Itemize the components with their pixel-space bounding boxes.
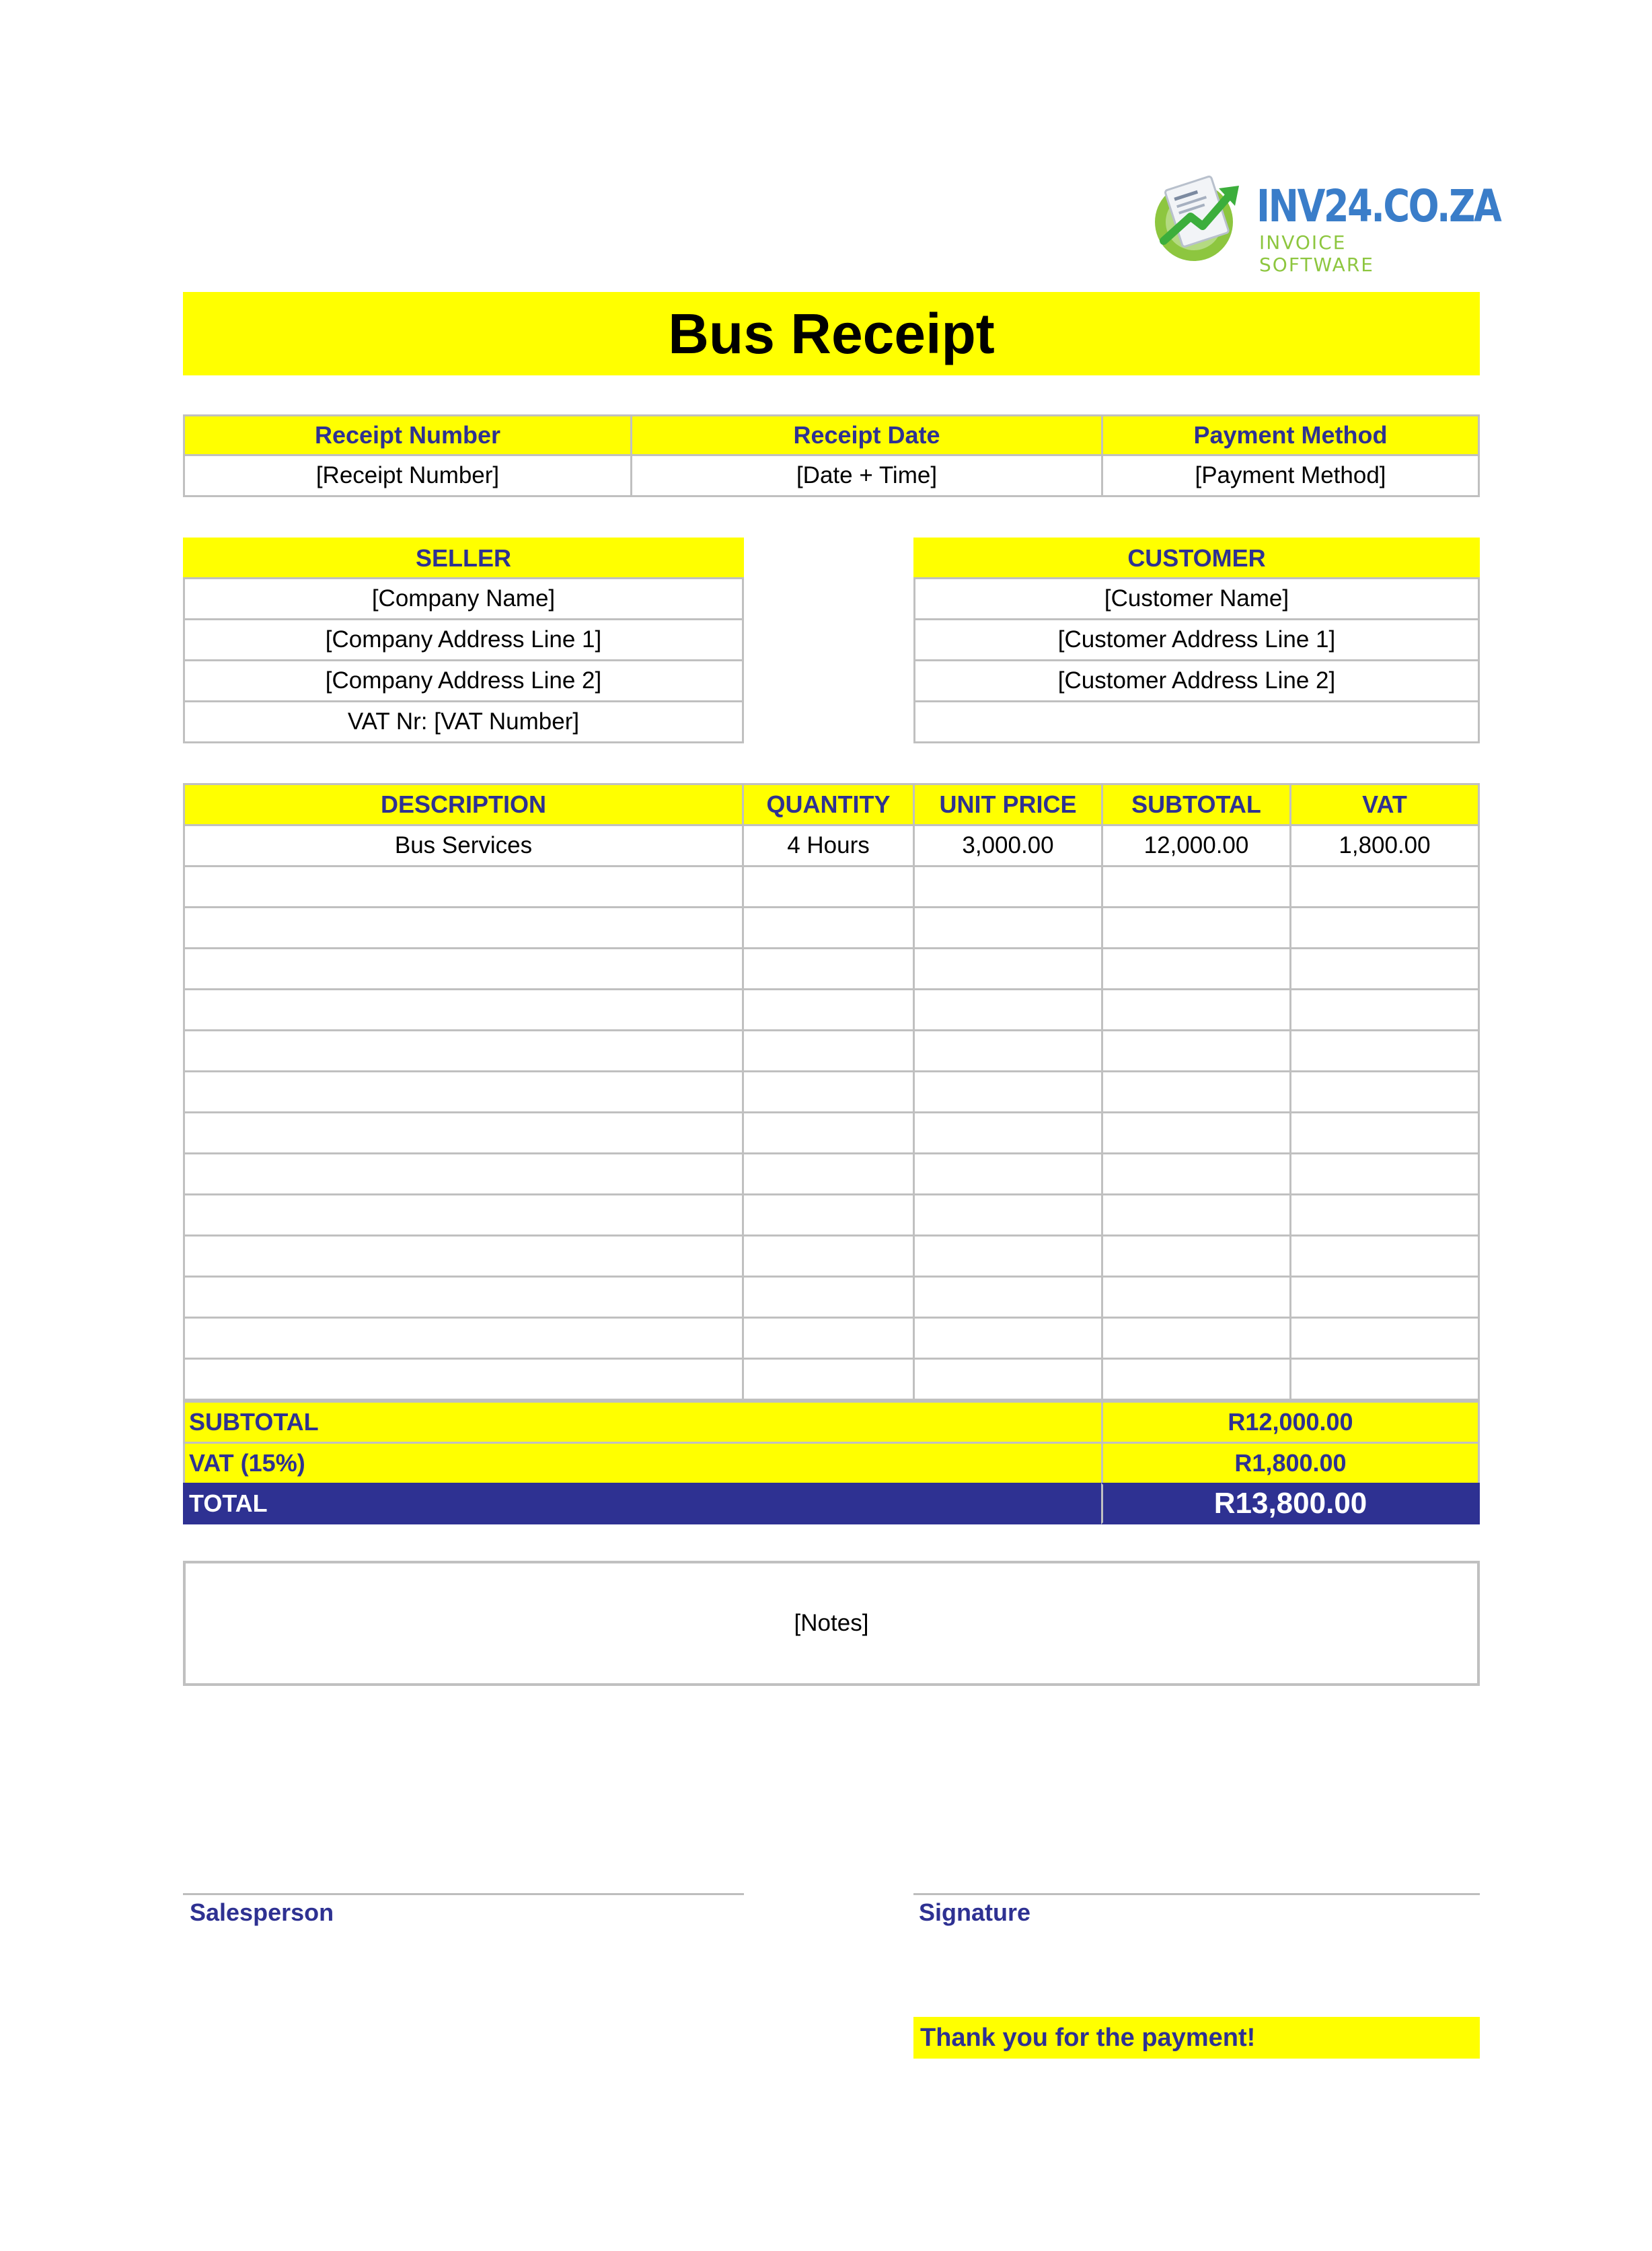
items-cell-vat [1289,1152,1480,1195]
items-cell-subtotal [1101,865,1291,908]
items-cell-vat [1289,1111,1480,1154]
items-cell-description [183,1152,744,1195]
items-cell-vat [1289,1193,1480,1237]
payment-method-header: Payment Method [1101,414,1480,456]
customer-address-line-2: [Customer Address Line 2] [913,659,1480,702]
items-cell-subtotal [1101,1111,1291,1154]
items-cell-subtotal [1101,1152,1291,1195]
customer-address-line-1: [Customer Address Line 1] [913,618,1480,661]
receipt-number-header: Receipt Number [183,414,632,456]
items-cell-vat [1289,1070,1480,1113]
items-cell-quantity [742,1029,915,1072]
notes-box: [Notes] [183,1561,1480,1686]
items-cell-quantity: 4 Hours [742,824,915,867]
salesperson-line [183,1893,744,1895]
items-cell-vat [1289,988,1480,1031]
items-cell-vat [1289,1234,1480,1278]
items-cell-vat [1289,1029,1480,1072]
items-cell-subtotal [1101,1276,1291,1319]
items-cell-description [183,906,744,949]
items-cell-subtotal [1101,1193,1291,1237]
items-cell-description [183,1111,744,1154]
items-cell-unit-price [913,988,1103,1031]
items-cell-subtotal: 12,000.00 [1101,824,1291,867]
items-cell-unit-price [913,906,1103,949]
subtotal-value: R12,000.00 [1101,1401,1480,1444]
seller-vat-number: VAT Nr: [VAT Number] [183,700,744,743]
receipt-number-value: [Receipt Number] [183,454,632,497]
salesperson-label: Salesperson [190,1898,334,1926]
seller-address-line-1: [Company Address Line 1] [183,618,744,661]
page-title: Bus Receipt [183,292,1480,375]
items-cell-unit-price [913,1152,1103,1195]
items-cell-quantity [742,1111,915,1154]
items-cell-subtotal [1101,988,1291,1031]
thank-you-text: Thank you for the payment! [920,2023,1256,2052]
items-cell-unit-price [913,1070,1103,1113]
items-cell-unit-price [913,1358,1103,1401]
vat-value: R1,800.00 [1101,1442,1480,1485]
items-cell-vat [1289,865,1480,908]
total-value: R13,800.00 [1101,1483,1480,1524]
items-cell-unit-price: 3,000.00 [913,824,1103,867]
items-cell-quantity [742,1234,915,1278]
items-cell-unit-price [913,947,1103,990]
receipt-date-value: [Date + Time] [630,454,1103,497]
vat-label: VAT (15%) [183,1442,1103,1485]
logo-tagline: INVOICE SOFTWARE [1259,231,1374,276]
items-cell-description [183,1317,744,1360]
seller-address-line-2: [Company Address Line 2] [183,659,744,702]
items-cell-description [183,947,744,990]
customer-name: [Customer Name] [913,577,1480,620]
items-header-vat: VAT [1289,783,1480,826]
items-cell-unit-price [913,1111,1103,1154]
signature-label: Signature [919,1898,1031,1926]
customer-header: CUSTOMER [913,538,1480,579]
items-header-unit-price: UNIT PRICE [913,783,1103,826]
items-cell-description [183,1029,744,1072]
items-cell-vat [1289,1317,1480,1360]
items-cell-subtotal [1101,947,1291,990]
items-cell-unit-price [913,1276,1103,1319]
items-cell-quantity [742,1358,915,1401]
items-header-description: DESCRIPTION [183,783,744,826]
total-label: TOTAL [183,1483,1103,1524]
items-cell-quantity [742,865,915,908]
items-cell-unit-price [913,1029,1103,1072]
items-cell-description [183,1193,744,1237]
signature-line [913,1893,1480,1895]
items-header-quantity: QUANTITY [742,783,915,826]
receipt-date-header: Receipt Date [630,414,1103,456]
items-cell-unit-price [913,1193,1103,1237]
items-cell-quantity [742,1070,915,1113]
items-cell-description [183,865,744,908]
customer-extra-line [913,700,1480,743]
thank-you-banner [913,2017,1480,2059]
items-cell-description: Bus Services [183,824,744,867]
items-cell-vat [1289,906,1480,949]
seller-header: SELLER [183,538,744,579]
items-cell-description [183,988,744,1031]
items-cell-subtotal [1101,1029,1291,1072]
items-cell-description [183,1070,744,1113]
items-cell-vat [1289,1276,1480,1319]
items-cell-description [183,1358,744,1401]
items-cell-unit-price [913,1234,1103,1278]
company-logo [1143,161,1501,276]
items-cell-quantity [742,947,915,990]
items-cell-vat [1289,947,1480,990]
items-cell-subtotal [1101,1070,1291,1113]
items-cell-unit-price [913,1317,1103,1360]
items-cell-quantity [742,1152,915,1195]
items-cell-subtotal [1101,906,1291,949]
items-cell-quantity [742,1276,915,1319]
items-cell-description [183,1276,744,1319]
items-cell-subtotal [1101,1317,1291,1360]
items-cell-description [183,1234,744,1278]
logo-brand: INV24.CO.ZA [1256,180,1501,232]
items-cell-quantity [742,1317,915,1360]
payment-method-value: [Payment Method] [1101,454,1480,497]
items-cell-subtotal [1101,1358,1291,1401]
items-cell-subtotal [1101,1234,1291,1278]
subtotal-label: SUBTOTAL [183,1401,1103,1444]
items-header-subtotal: SUBTOTAL [1101,783,1291,826]
items-cell-unit-price [913,865,1103,908]
items-cell-vat [1289,1358,1480,1401]
items-cell-quantity [742,1193,915,1237]
logo-icon [1143,161,1251,269]
items-cell-quantity [742,988,915,1031]
items-cell-quantity [742,906,915,949]
items-cell-vat: 1,800.00 [1289,824,1480,867]
seller-company-name: [Company Name] [183,577,744,620]
